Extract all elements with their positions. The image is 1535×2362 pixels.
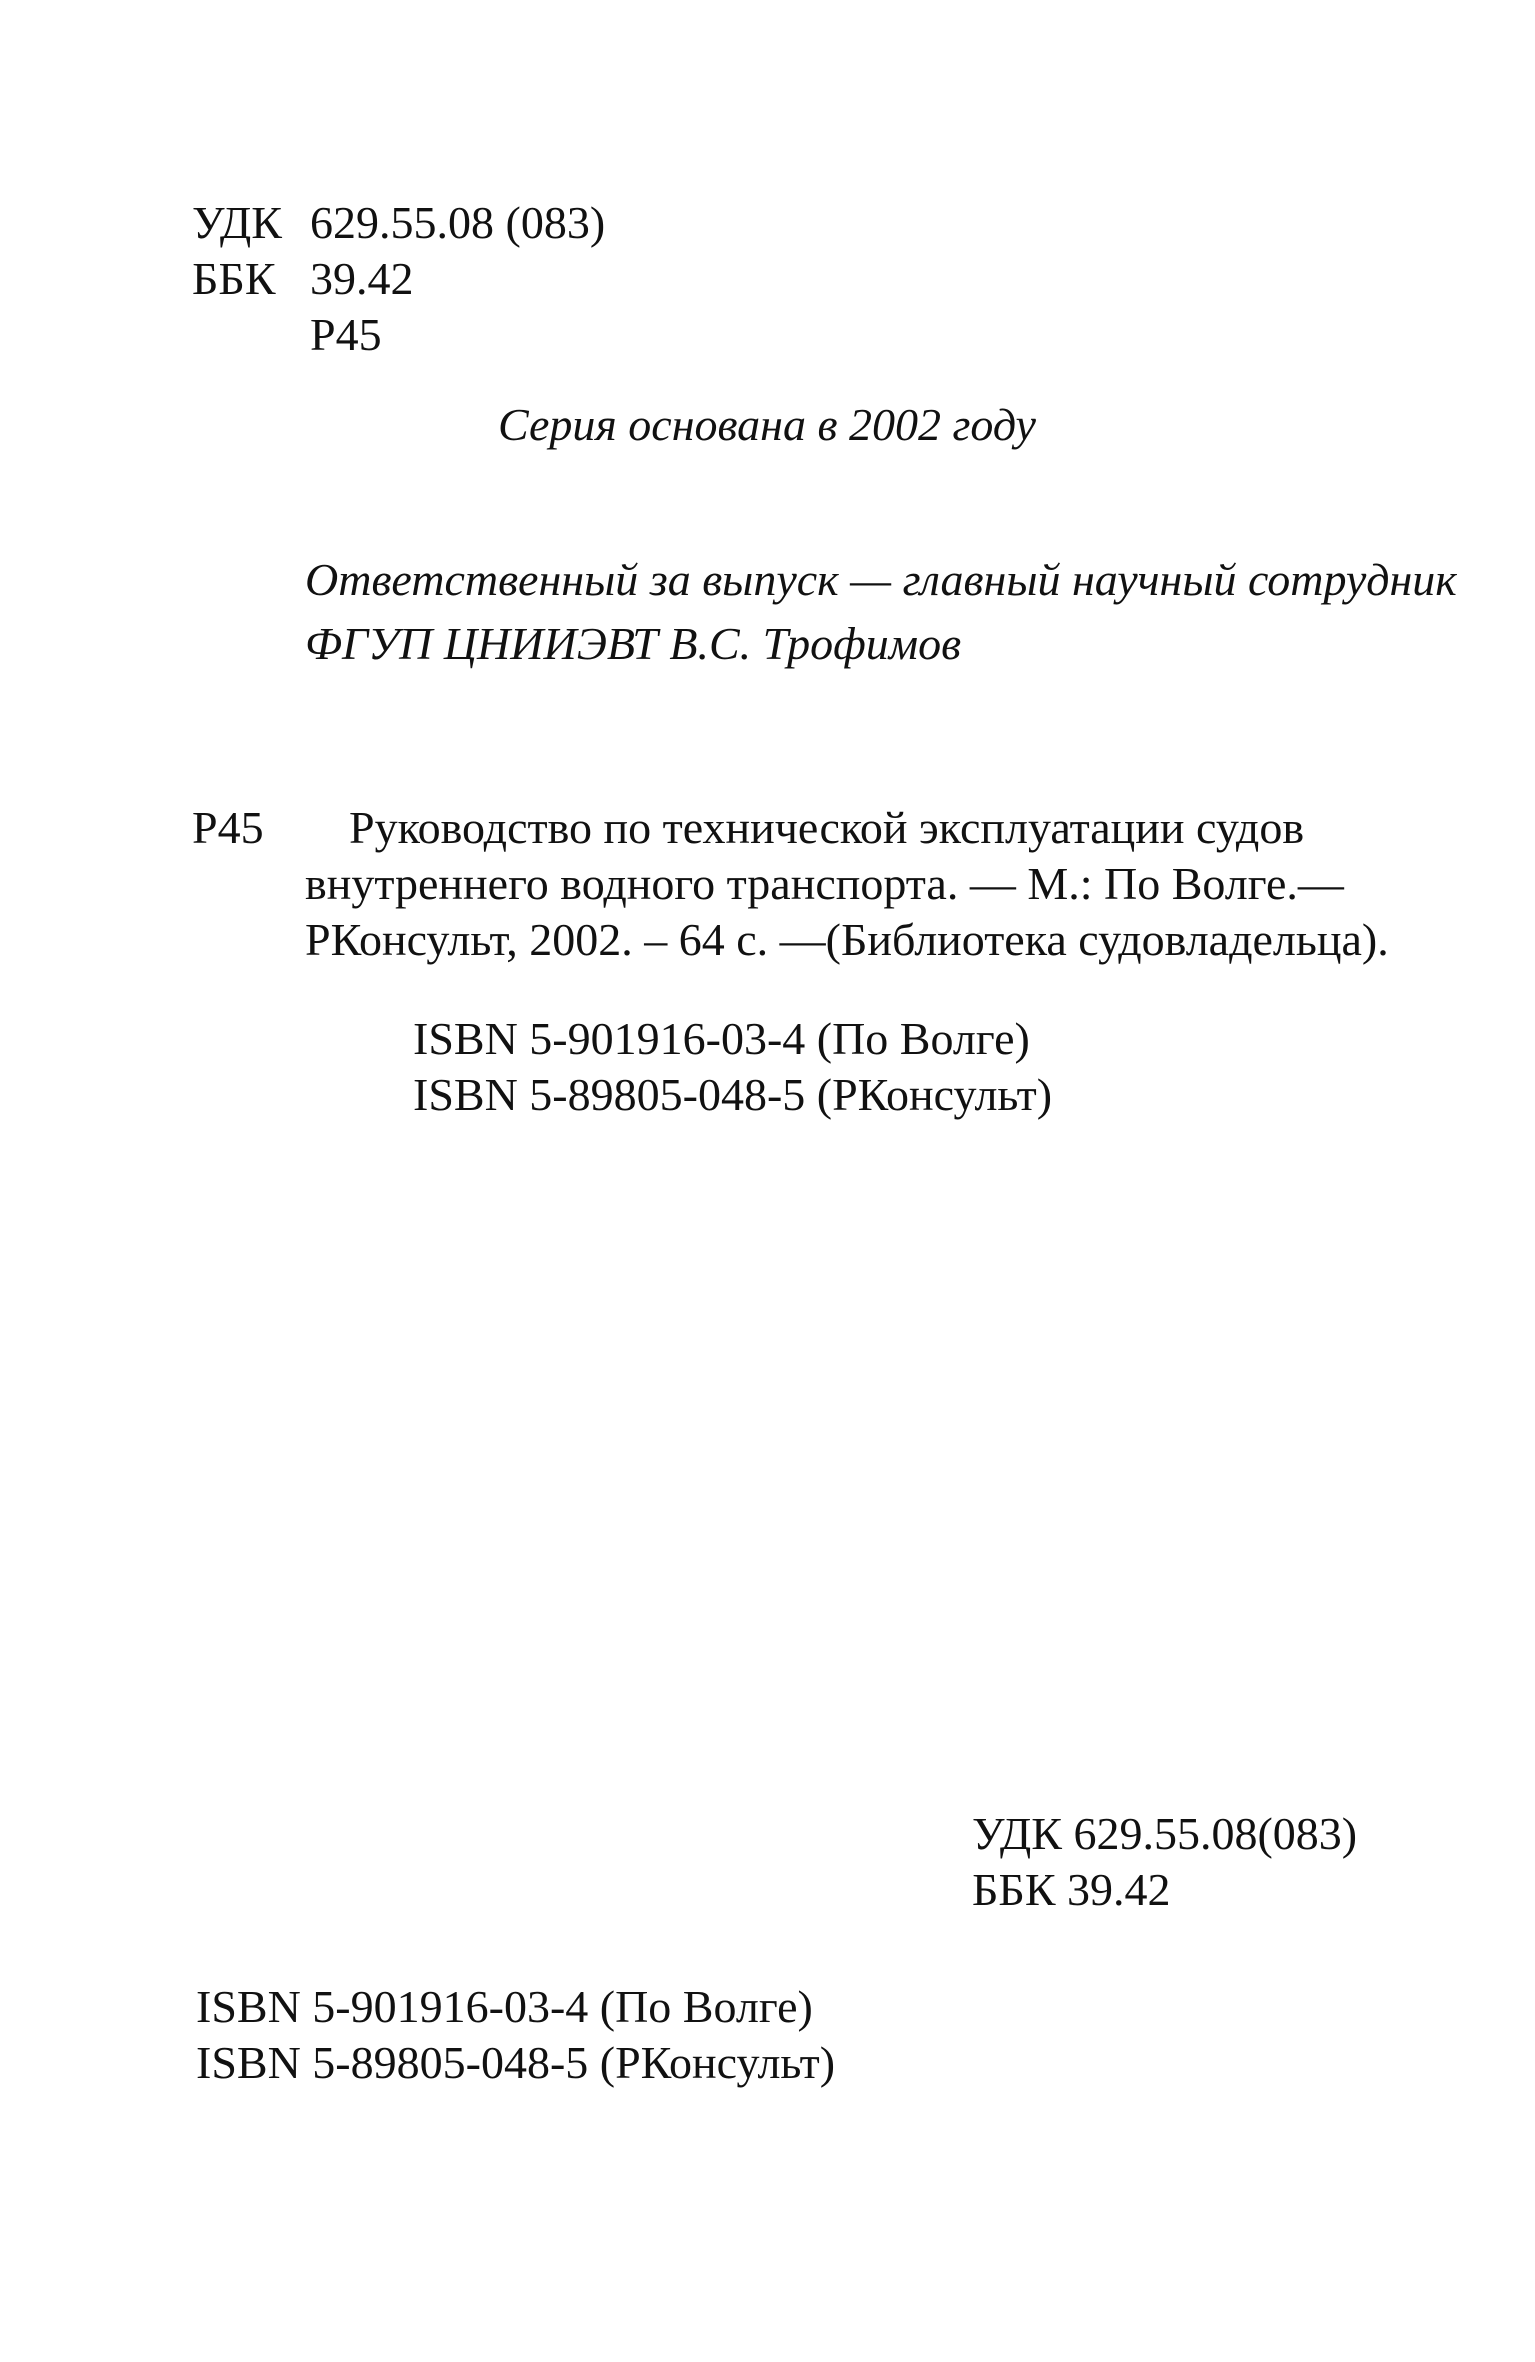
footer-udk: УДК 629.55.08(083) xyxy=(972,1808,1358,1859)
udk-value: 629.55.08 (083) xyxy=(310,197,606,248)
footer-isbn-list xyxy=(196,1979,835,2091)
bbk-row xyxy=(192,251,605,307)
footer-bbk: ББК 39.42 xyxy=(972,1864,1171,1915)
classification-codes xyxy=(192,195,605,363)
entry-line-1: Руководство по технической эксплуатации судов xyxy=(349,802,1305,853)
udk-row xyxy=(192,195,605,251)
bbk-value: 39.42 xyxy=(310,253,414,304)
author-mark: Р45 xyxy=(310,309,382,360)
isbn-rkonsult: ISBN 5-89805-048-5 (РКонсульт) xyxy=(413,1069,1053,1120)
responsible-line-1: Ответственный за выпуск — главный научный сотрудник xyxy=(305,554,1457,605)
bbk-label: ББК xyxy=(192,253,276,304)
series-note: Серия основана в 2002 году xyxy=(498,399,1036,450)
responsible-line-2: ФГУП ЦНИИЭВТ В.С. Трофимов xyxy=(305,618,962,669)
footer-classification-codes xyxy=(972,1806,1357,1918)
udk-label: УДК xyxy=(192,197,282,248)
responsible-editor xyxy=(305,548,1457,676)
isbn-list xyxy=(413,1011,1052,1123)
entry-code: Р45 xyxy=(192,802,264,853)
entry-text xyxy=(305,800,1389,968)
entry-line-3: РКонсульт, 2002. – 64 с. —(Библиотека судовладельца). xyxy=(305,914,1389,965)
footer-isbn-po-volge: ISBN 5-901916-03-4 (По Волге) xyxy=(196,1981,813,2032)
isbn-po-volge: ISBN 5-901916-03-4 (По Волге) xyxy=(413,1013,1030,1064)
footer-isbn-rkonsult: ISBN 5-89805-048-5 (РКонсульт) xyxy=(196,2037,836,2088)
entry-line-2: внутреннего водного транспорта. — М.: По Волге.— xyxy=(305,858,1344,909)
